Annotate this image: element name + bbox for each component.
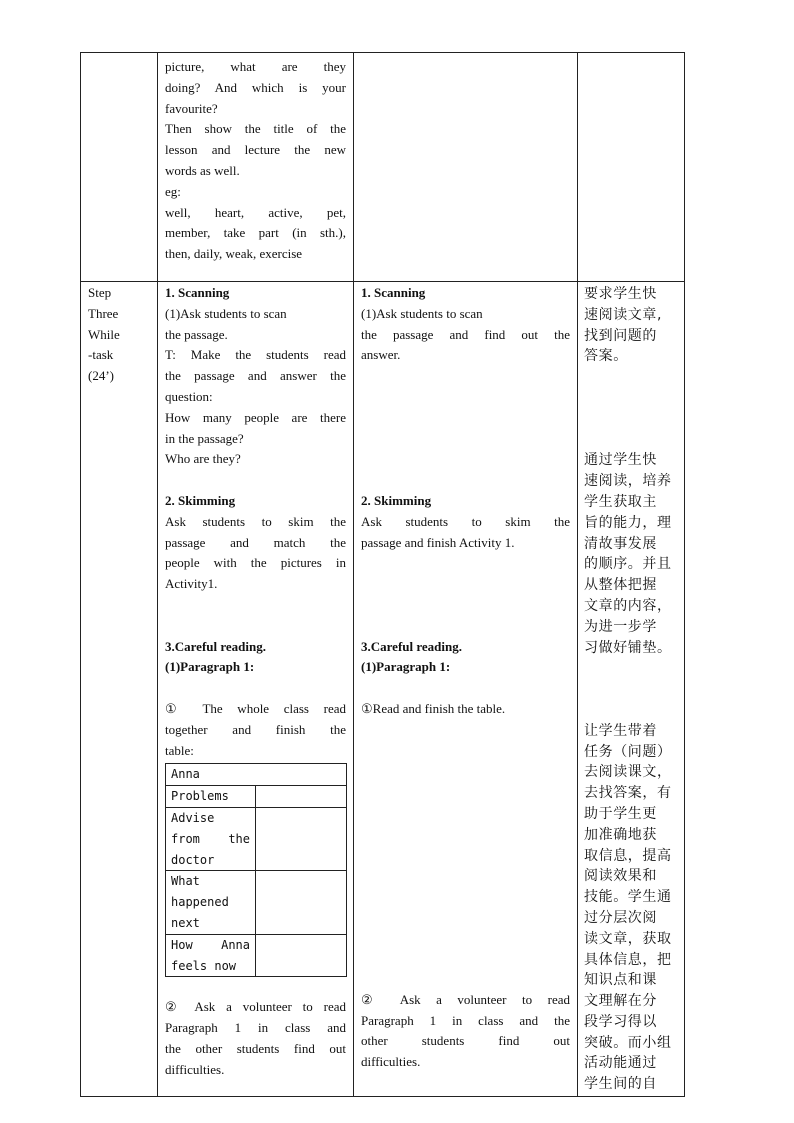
text-line: the other students find out bbox=[165, 1040, 346, 1056]
text-line: lesson and lecture the new bbox=[165, 142, 346, 158]
answer-blank bbox=[256, 807, 347, 870]
purpose-line: 学生间的自 bbox=[584, 1076, 657, 1093]
text-line: the passage. bbox=[165, 326, 228, 342]
purpose-line: 答案。 bbox=[584, 348, 628, 365]
purpose-line: 速阅读文章, bbox=[584, 306, 663, 323]
text-line: Who are they? bbox=[165, 451, 241, 467]
text-line: picture, what are they bbox=[165, 59, 346, 74]
text-line: answer. bbox=[361, 347, 401, 363]
text-line: Paragraph 1 in class and the bbox=[361, 1012, 570, 1028]
section-heading-skimming: 2. Skimming bbox=[165, 492, 236, 508]
text-line: eg: bbox=[165, 183, 181, 199]
row-label: How Anna feels now bbox=[166, 934, 256, 977]
text-line: the passage and find out the bbox=[361, 326, 570, 342]
text-line: favourite? bbox=[165, 100, 218, 116]
purpose-line: 学生获取主 bbox=[584, 493, 657, 510]
lesson-row-lead-in bbox=[81, 53, 685, 282]
purpose-line: 为进一步学 bbox=[584, 618, 657, 635]
text-line: Activity1. bbox=[165, 576, 218, 592]
answer-blank bbox=[256, 786, 347, 808]
purpose-line: 清故事发展 bbox=[584, 535, 657, 552]
text-line: How many people are there bbox=[165, 409, 346, 425]
purpose-line: 去阅读课文， bbox=[584, 764, 672, 781]
purpose-line: 段学习得以 bbox=[584, 1013, 657, 1030]
text-line: Paragraph 1 in class and bbox=[165, 1020, 346, 1036]
text-line: question: bbox=[165, 388, 213, 404]
section-heading-careful-reading: 3.Careful reading. bbox=[361, 638, 462, 654]
table-row bbox=[166, 786, 347, 808]
text-line: doing? And which is your bbox=[165, 79, 346, 95]
purpose-line: 助于学生更 bbox=[584, 805, 657, 822]
step-cell bbox=[81, 53, 158, 282]
purpose-line: 去找答案，有 bbox=[584, 785, 672, 802]
purpose-line: 知识点和课 bbox=[584, 972, 657, 989]
step-time: (24’) bbox=[88, 368, 114, 384]
text-line: (1)Ask students to scan bbox=[361, 305, 483, 321]
purpose-line: 通过学生快 bbox=[584, 452, 657, 469]
purpose-line: 要求学生快 bbox=[584, 286, 657, 302]
purpose-line: 让学生带着 bbox=[584, 722, 657, 739]
section-heading-skimming: 2. Skimming bbox=[361, 492, 432, 508]
teacher-activity-cell bbox=[158, 53, 354, 282]
row-label: Problems bbox=[166, 786, 256, 808]
step-label-line: -task bbox=[88, 347, 114, 363]
purpose-line: 具体信息，把 bbox=[584, 951, 672, 968]
text-line: ①Read and finish the table. bbox=[361, 700, 506, 716]
purpose-line: 过分层次阅 bbox=[584, 909, 657, 926]
text-line: member, take part (in sth.), bbox=[165, 225, 346, 241]
purpose-line: 阅读效果和 bbox=[584, 868, 657, 885]
row-label: Advise from the doctor bbox=[166, 807, 256, 870]
purpose-line: 习做好铺垫。 bbox=[584, 639, 672, 656]
text-line: Ask students to skim the bbox=[361, 513, 570, 529]
answer-blank bbox=[256, 871, 347, 934]
text-line: the passage and answer the bbox=[165, 368, 346, 384]
text-line: table: bbox=[165, 742, 194, 758]
text-line: well, heart, active, pet, bbox=[165, 204, 346, 220]
text-line: difficulties. bbox=[361, 1054, 421, 1070]
purpose-line: 文理解在分 bbox=[584, 993, 657, 1010]
text-line: T: Make the students read bbox=[165, 347, 346, 363]
table-row bbox=[166, 934, 347, 977]
lesson-plan-table bbox=[80, 52, 685, 1097]
text-line: passage and match the bbox=[165, 534, 346, 550]
text-line: difficulties. bbox=[165, 1061, 225, 1077]
purpose-line: 活动能通过 bbox=[584, 1055, 657, 1072]
purpose-line: 找到问题的 bbox=[584, 327, 657, 344]
text-line: Ask students to skim the bbox=[165, 513, 346, 529]
row-label: What happened next bbox=[166, 871, 256, 934]
section-heading-scanning: 1. Scanning bbox=[361, 285, 426, 300]
table-row bbox=[166, 871, 347, 934]
section-heading-paragraph: (1)Paragraph 1: bbox=[361, 659, 451, 675]
table-header-anna: Anna bbox=[166, 764, 347, 786]
step-label-line: Step bbox=[88, 285, 112, 300]
step-label-line: While bbox=[88, 326, 120, 342]
text-line: words as well. bbox=[165, 162, 240, 178]
text-line: ① The whole class read bbox=[165, 700, 346, 716]
purpose-line: 技能。学生通 bbox=[584, 889, 672, 906]
teacher-activity-cell bbox=[158, 282, 354, 1097]
purpose-line: 旨的能力，理 bbox=[584, 514, 672, 531]
purpose-line: 文章的内容， bbox=[584, 597, 672, 614]
purpose-line: 突破。而小组 bbox=[584, 1034, 672, 1051]
step-cell bbox=[81, 282, 158, 1097]
purpose-cell bbox=[578, 282, 685, 1097]
text-line: in the passage? bbox=[165, 430, 244, 446]
section-heading-careful-reading: 3.Careful reading. bbox=[165, 638, 266, 654]
purpose-line: 加准确地获 bbox=[584, 826, 657, 843]
text-line: (1)Ask students to scan bbox=[165, 305, 287, 321]
purpose-line: 的顺序。并且 bbox=[584, 556, 672, 573]
text-line: ② Ask a volunteer to read bbox=[361, 991, 570, 1007]
purpose-line: 速阅读，培养 bbox=[584, 473, 672, 490]
purpose-line: 任务（问题） bbox=[584, 743, 672, 760]
text-line: then, daily, weak, exercise bbox=[165, 246, 303, 262]
section-heading-paragraph: (1)Paragraph 1: bbox=[165, 659, 255, 675]
student-activity-cell bbox=[354, 282, 578, 1097]
step-label-line: Three bbox=[88, 305, 119, 321]
answer-blank bbox=[256, 934, 347, 977]
text-line: Then show the title of the bbox=[165, 121, 346, 137]
table-row bbox=[166, 807, 347, 870]
anna-info-table bbox=[165, 763, 347, 977]
student-activity-cell bbox=[354, 53, 578, 282]
text-line: together and finish the bbox=[165, 721, 346, 737]
text-line: passage and finish Activity 1. bbox=[361, 534, 515, 550]
section-heading-scanning: 1. Scanning bbox=[165, 285, 230, 300]
lesson-row-while-task bbox=[81, 282, 685, 1097]
purpose-line: 取信息，提高 bbox=[584, 847, 672, 864]
purpose-line: 读文章，获取 bbox=[584, 930, 672, 947]
text-line: people with the pictures in bbox=[165, 555, 346, 571]
purpose-line: 从整体把握 bbox=[584, 577, 657, 594]
text-line: ② Ask a volunteer to read bbox=[165, 999, 346, 1015]
text-line: other students find out bbox=[361, 1033, 570, 1049]
purpose-cell bbox=[578, 53, 685, 282]
